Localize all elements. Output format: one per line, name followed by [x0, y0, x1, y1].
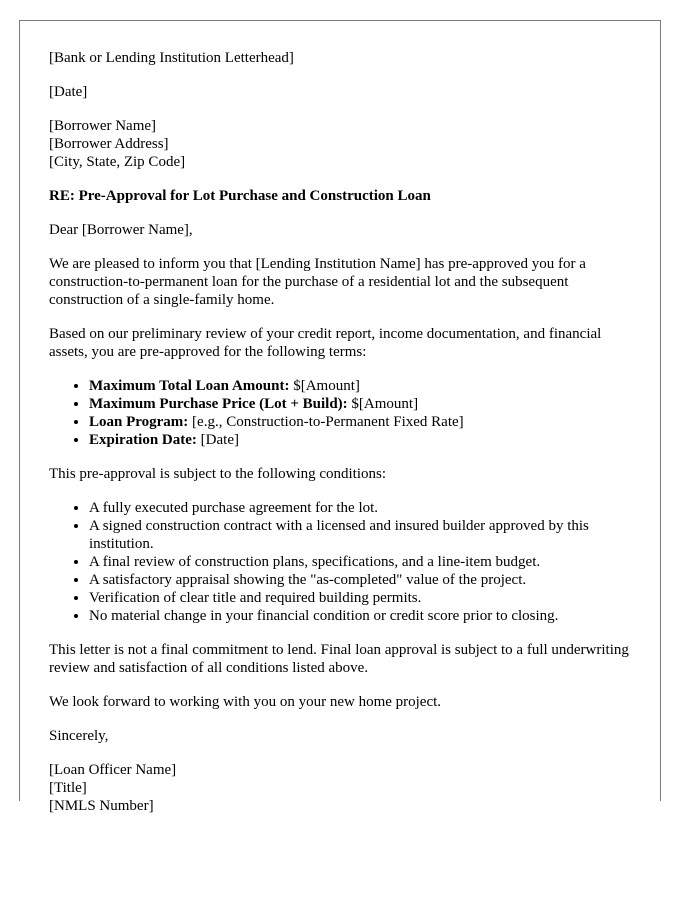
intro-paragraph: We are pleased to inform you that [Lending Institution Name] has pre-approved you for a construction-to-permanent loan for the purchase of a residential lot and the subsequent construction of a single-family home.: [49, 256, 586, 308]
loan-officer-name: [Loan Officer Name]: [49, 762, 177, 778]
term-label: Loan Program:: [89, 414, 189, 430]
condition-item: • No material change in your financial condition or credit score prior to closing.: [89, 607, 641, 625]
letterhead: [Bank or Lending Institution Letterhead]: [49, 50, 294, 66]
borrower-city-state-zip: [City, State, Zip Code]: [49, 154, 186, 170]
letter-body: [49, 49, 641, 831]
condition-item: • A final review of construction plans, specifications, and a line-item budget.: [89, 553, 641, 571]
term-value: [e.g., Construction-to-Permanent Fixed Rate]: [188, 414, 464, 430]
signoff: Sincerely,: [49, 728, 109, 744]
signature-block: [49, 761, 641, 815]
term-item: [89, 431, 641, 449]
condition-item: • A satisfactory appraisal showing the "as-completed" value of the project.: [89, 571, 641, 589]
term-value: $[Amount]: [347, 396, 419, 412]
borrower-address-block: [49, 117, 641, 171]
borrower-address: [Borrower Address]: [49, 136, 169, 152]
conditions-list: [49, 499, 641, 625]
condition-item: • A signed construction contract with a licensed and insured builder approved by this institution.: [89, 517, 641, 553]
subject-line: RE: Pre-Approval for Lot Purchase and Construction Loan: [49, 188, 431, 204]
letter-page: [19, 20, 661, 814]
condition-item: • A fully executed purchase agreement for the lot.: [89, 499, 641, 517]
borrower-name: [Borrower Name]: [49, 118, 157, 134]
loan-officer-title: [Title]: [49, 780, 87, 796]
closing-paragraph: We look forward to working with you on your new home project.: [49, 694, 442, 710]
term-value: [Date]: [196, 432, 239, 448]
term-label: Maximum Purchase Price (Lot + Build):: [89, 396, 348, 412]
term-item: [89, 413, 641, 431]
conditions-intro: This pre-approval is subject to the following conditions:: [49, 466, 387, 482]
term-value: $[Amount]: [289, 378, 360, 394]
term-label: Expiration Date:: [89, 432, 197, 448]
term-label: Maximum Total Loan Amount:: [89, 378, 290, 394]
terms-list: [49, 377, 641, 449]
letter-date: [Date]: [49, 84, 88, 100]
salutation: Dear [Borrower Name],: [49, 222, 193, 238]
condition-item: • Verification of clear title and required building permits.: [89, 589, 641, 607]
term-item: [89, 395, 641, 413]
disclaimer-paragraph: This letter is not a final commitment to lend. Final loan approval is subject to a full underwriting review and satisfaction of all conditions listed above.: [49, 642, 629, 676]
loan-officer-nmls: [NMLS Number]: [49, 798, 154, 814]
review-paragraph: Based on our preliminary review of your credit report, income documentation, and financial assets, you are pre-approved for the following terms:: [49, 326, 602, 360]
term-item: [89, 377, 641, 395]
